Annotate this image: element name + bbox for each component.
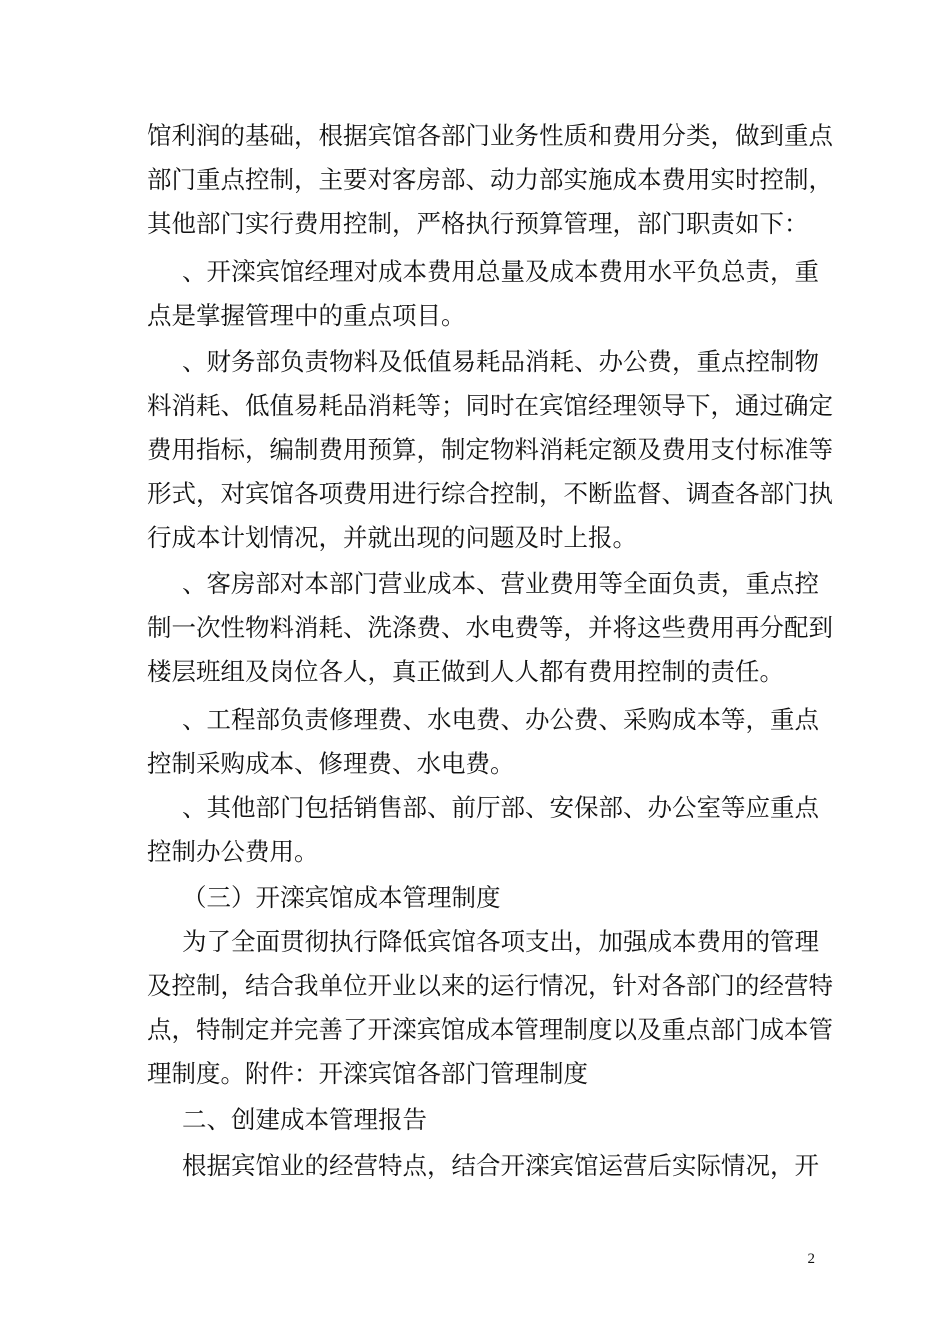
paragraph-line: 行成本计划情况，并就出现的问题及时上报。 — [147, 523, 637, 552]
paragraph-line: 、其他部门包括销售部、前厅部、安保部、办公室等应重点 — [182, 793, 819, 822]
paragraph-line: 部门重点控制，主要对客房部、动力部实施成本费用实时控制， — [147, 165, 833, 194]
paragraph-line: 点是掌握管理中的重点项目。 — [147, 301, 466, 330]
section-heading: 二、创建成本管理报告 — [182, 1105, 427, 1134]
paragraph-line: 理制度。附件：开滦宾馆各部门管理制度 — [147, 1059, 588, 1088]
paragraph-line: 制一次性物料消耗、洗涤费、水电费等，并将这些费用再分配到 — [147, 613, 833, 642]
paragraph-line: 、客房部对本部门营业成本、营业费用等全面负责，重点控 — [182, 569, 819, 598]
paragraph-line: 及控制，结合我单位开业以来的运行情况，针对各部门的经营特 — [147, 971, 833, 1000]
paragraph-line: 馆利润的基础，根据宾馆各部门业务性质和费用分类，做到重点 — [147, 121, 833, 150]
paragraph-line: 楼层班组及岗位各人，真正做到人人都有费用控制的责任。 — [147, 657, 784, 686]
page-number: 2 — [807, 1251, 815, 1267]
paragraph-line: 、财务部负责物料及低值易耗品消耗、办公费，重点控制物 — [182, 347, 819, 376]
paragraph-line: 其他部门实行费用控制，严格执行预算管理，部门职责如下： — [147, 209, 809, 238]
paragraph-line: 为了全面贯彻执行降低宾馆各项支出，加强成本费用的管理 — [182, 927, 819, 956]
paragraph-line: 料消耗、低值易耗品消耗等；同时在宾馆经理领导下，通过确定 — [147, 391, 833, 420]
paragraph-line: 费用指标，编制费用预算，制定物料消耗定额及费用支付标准等 — [147, 435, 833, 464]
section-heading: （三）开滦宾馆成本管理制度 — [182, 883, 501, 912]
paragraph-line: 根据宾馆业的经营特点，结合开滦宾馆运营后实际情况，开 — [182, 1151, 819, 1180]
paragraph-line: 点，特制定并完善了开滦宾馆成本管理制度以及重点部门成本管 — [147, 1015, 833, 1044]
paragraph-line: 控制采购成本、修理费、水电费。 — [147, 749, 515, 778]
paragraph-line: 、工程部负责修理费、水电费、办公费、采购成本等，重点 — [182, 705, 819, 734]
paragraph-line: 控制办公费用。 — [147, 837, 319, 866]
paragraph-line: 、开滦宾馆经理对成本费用总量及成本费用水平负总责，重 — [182, 257, 819, 286]
paragraph-line: 形式，对宾馆各项费用进行综合控制，不断监督、调查各部门执 — [147, 479, 833, 508]
